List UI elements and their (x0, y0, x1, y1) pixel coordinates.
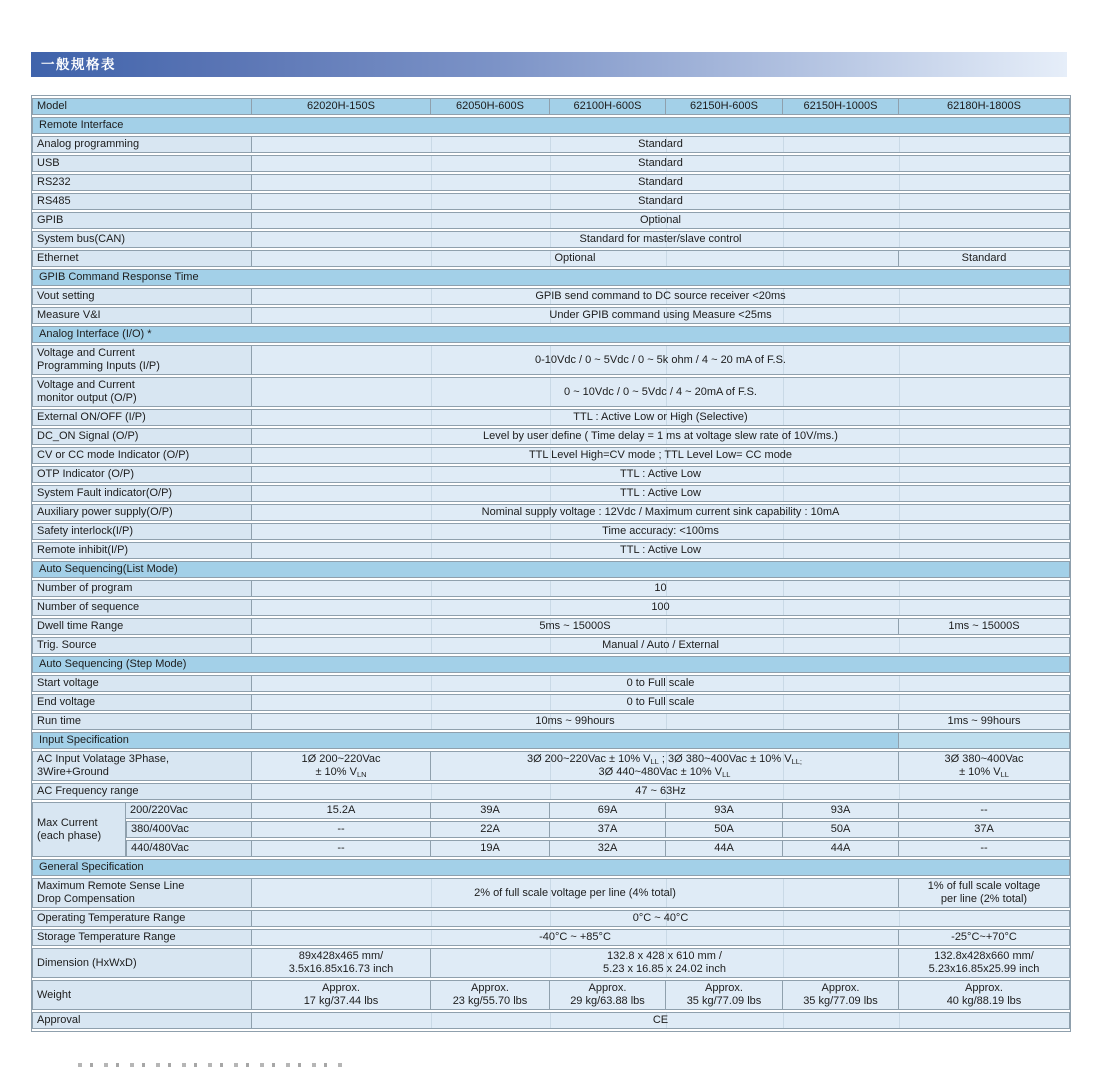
section-header-cell: General Specification (32, 859, 1070, 876)
section-row (32, 326, 1070, 343)
spec-value-cell: 39A (431, 802, 550, 819)
table-row (32, 713, 1070, 730)
spec-label-cell: Auxiliary power supply(O/P) (32, 504, 252, 521)
spec-value-cell: 50A (783, 821, 899, 838)
spec-value-cell: -- (252, 840, 431, 857)
spec-value-cell: Optional (252, 212, 1070, 229)
spec-label-cell: Measure V&I (32, 307, 252, 324)
spec-label-cell: AC Frequency range (32, 783, 252, 800)
spec-value-cell: -40°C ~ +85°C (252, 929, 899, 946)
spec-value-cell: 0 to Full scale (252, 675, 1070, 692)
section-row (32, 859, 1070, 876)
spec-value-cell: 69A (550, 802, 666, 819)
spec-value-cell: 3Ø 380~400Vac ± 10% $V_{LL}$ (899, 751, 1070, 781)
spec-label-cell: Number of sequence (32, 599, 252, 616)
spec-value-cell: 0 ~ 10Vdc / 0 ~ 5Vdc / 4 ~ 20mA of F.S. (252, 377, 1070, 407)
spec-label-cell: OTP Indicator (O/P) (32, 466, 252, 483)
spec-value-cell: 1% of full scale voltage per line (2% total) (899, 878, 1070, 908)
spec-value-cell: 1ms ~ 99hours (899, 713, 1070, 730)
table-row (32, 485, 1070, 502)
spec-label-cell: Dwell time Range (32, 618, 252, 635)
section-header-cell: Auto Sequencing (Step Mode) (32, 656, 1070, 673)
table-row (32, 212, 1070, 229)
spec-value-cell: 89x428x465 mm/ 3.5x16.85x16.73 inch (252, 948, 431, 978)
spec-value-cell: Approx. 17 kg/37.44 lbs (252, 980, 431, 1010)
spec-value-cell: Approx. 29 kg/63.88 lbs (550, 980, 666, 1010)
spec-value-cell: Manual / Auto / External (252, 637, 1070, 654)
spec-label-cell: Remote inhibit(I/P) (32, 542, 252, 559)
section-row (32, 117, 1070, 134)
table-row (32, 250, 1070, 267)
table-row (32, 878, 1070, 908)
spec-value-cell: Level by user define ( Time delay = 1 ms at voltage slew rate of 10V/ms.) (252, 428, 1070, 445)
table-row (32, 694, 1070, 711)
spec-value-cell: 2% of full scale voltage per line (4% total) (252, 878, 899, 908)
spec-value-cell: Nominal supply voltage : 12Vdc / Maximum current sink capability : 10mA (252, 504, 1070, 521)
spec-table-body (32, 98, 1070, 1029)
spec-value-cell: 132.8 x 428 x 610 mm / 5.23 x 16.85 x 24.02 inch (431, 948, 899, 978)
section-row (32, 732, 1070, 749)
spec-label-cell: Safety interlock(I/P) (32, 523, 252, 540)
spec-value-cell: 3Ø 200~220Vac ± 10% $V_{LL}$ ; 3Ø 380~400Vac ± 10% $V_{LL;}$ 3Ø 440~480Vac ± 10% $V_{LL}$ (431, 751, 899, 781)
spec-value-cell: Standard (252, 136, 1070, 153)
spec-sublabel-cell: 440/480Vac (126, 840, 252, 857)
spec-label-cell: Operating Temperature Range (32, 910, 252, 927)
table-row (32, 929, 1070, 946)
spec-label-cell: GPIB (32, 212, 252, 229)
spec-value-cell: -25°C~+70°C (899, 929, 1070, 946)
spec-label-cell: Weight (32, 980, 252, 1010)
section-row (32, 269, 1070, 286)
spec-value-cell: 50A (666, 821, 783, 838)
table-row (32, 802, 1070, 819)
spec-label-cell: Approval (32, 1012, 252, 1029)
section-header-cell: Analog Interface (I/O) * (32, 326, 1070, 343)
spec-value-cell: Optional (252, 250, 899, 267)
page-title (31, 52, 1067, 77)
spec-label-cell: Vout setting (32, 288, 252, 305)
model-header-label-cell: Model (32, 98, 252, 115)
spec-value-cell: 10ms ~ 99hours (252, 713, 899, 730)
spec-label-cell: Storage Temperature Range (32, 929, 252, 946)
spec-value-cell: 44A (666, 840, 783, 857)
spec-value-cell: 93A (666, 802, 783, 819)
spec-value-cell: 132.8x428x660 mm/ 5.23x16.85x25.99 inch (899, 948, 1070, 978)
spec-sublabel-cell: 380/400Vac (126, 821, 252, 838)
spec-value-cell: 1Ø 200~220Vac ± 10% $V_{LN}$ (252, 751, 431, 781)
table-row (32, 1012, 1070, 1029)
table-row (32, 155, 1070, 172)
table-row (32, 542, 1070, 559)
spec-label-cell: Run time (32, 713, 252, 730)
page-title-text: 一般规格表 (41, 57, 116, 72)
model-header-cell: 62050H-600S (431, 98, 550, 115)
spec-value-cell: 37A (550, 821, 666, 838)
spec-value-cell: Standard for master/slave control (252, 231, 1070, 248)
spec-value-cell: TTL : Active Low or High (Selective) (252, 409, 1070, 426)
spec-label-cell: Maximum Remote Sense Line Drop Compensation (32, 878, 252, 908)
spec-label-cell: System Fault indicator(O/P) (32, 485, 252, 502)
section-header-cell: Remote Interface (32, 117, 1070, 134)
section-header-cell: Auto Sequencing(List Mode) (32, 561, 1070, 578)
spec-label-cell: Start voltage (32, 675, 252, 692)
spec-sublabel-cell: 200/220Vac (126, 802, 252, 819)
table-row (32, 783, 1070, 800)
section-header-spacer-cell (899, 732, 1070, 749)
table-row (32, 174, 1070, 191)
spec-label-cell: Ethernet (32, 250, 252, 267)
spec-value-cell: Standard (252, 174, 1070, 191)
table-row (32, 948, 1070, 978)
spec-value-cell: 5ms ~ 15000S (252, 618, 899, 635)
spec-value-cell: CE (252, 1012, 1070, 1029)
model-header-cell: 62100H-600S (550, 98, 666, 115)
spec-table (31, 95, 1071, 1032)
spec-label-cell: External ON/OFF (I/P) (32, 409, 252, 426)
table-row (32, 675, 1070, 692)
table-row (32, 136, 1070, 153)
spec-label-cell: Trig. Source (32, 637, 252, 654)
spec-value-cell: Approx. 23 kg/55.70 lbs (431, 980, 550, 1010)
table-row (32, 345, 1070, 375)
spec-label-cell: System bus(CAN) (32, 231, 252, 248)
spec-value-cell: 1ms ~ 15000S (899, 618, 1070, 635)
table-row (32, 231, 1070, 248)
spec-value-cell: 93A (783, 802, 899, 819)
model-header-cell: 62180H-1800S (899, 98, 1070, 115)
spec-value-cell: TTL : Active Low (252, 466, 1070, 483)
spec-label-cell: RS232 (32, 174, 252, 191)
spec-value-cell: -- (899, 802, 1070, 819)
model-header-cell: 62150H-1000S (783, 98, 899, 115)
spec-label-cell: USB (32, 155, 252, 172)
table-row (32, 288, 1070, 305)
spec-value-cell: Under GPIB command using Measure <25ms (252, 307, 1070, 324)
table-row (32, 409, 1070, 426)
spec-value-cell: 47 ~ 63Hz (252, 783, 1070, 800)
spec-value-cell: 0°C ~ 40°C (252, 910, 1070, 927)
section-row (32, 561, 1070, 578)
spec-label-cell: Voltage and Current Programming Inputs (I/P) (32, 345, 252, 375)
table-row (32, 980, 1070, 1010)
spec-label-cell: RS485 (32, 193, 252, 210)
spec-value-cell: 22A (431, 821, 550, 838)
table-row (32, 447, 1070, 464)
spec-value-cell: 19A (431, 840, 550, 857)
spec-value-cell: Approx. 40 kg/88.19 lbs (899, 980, 1070, 1010)
spec-value-cell: 100 (252, 599, 1070, 616)
spec-value-cell: 37A (899, 821, 1070, 838)
clipped-footnote (78, 1063, 343, 1067)
spec-value-cell: Standard (899, 250, 1070, 267)
spec-label-cell: Analog programming (32, 136, 252, 153)
table-row (32, 751, 1070, 781)
spec-value-cell: 0-10Vdc / 0 ~ 5Vdc / 0 ~ 5k ohm / 4 ~ 20 mA of F.S. (252, 345, 1070, 375)
table-row (32, 910, 1070, 927)
spec-label-cell: AC Input Volatage 3Phase, 3Wire+Ground (32, 751, 252, 781)
spec-label-cell: Voltage and Current monitor output (O/P) (32, 377, 252, 407)
table-row (32, 466, 1070, 483)
table-row (32, 580, 1070, 597)
spec-value-cell: 32A (550, 840, 666, 857)
model-header-cell: 62020H-150S (252, 98, 431, 115)
spec-value-cell: -- (899, 840, 1070, 857)
section-header-cell: Input Specification (32, 732, 899, 749)
table-row (32, 599, 1070, 616)
table-row (32, 618, 1070, 635)
spec-label-cell: DC_ON Signal (O/P) (32, 428, 252, 445)
spec-label-cell: Dimension (HxWxD) (32, 948, 252, 978)
spec-value-cell: Time accuracy: <100ms (252, 523, 1070, 540)
section-row (32, 656, 1070, 673)
spec-value-cell: 10 (252, 580, 1070, 597)
spec-value-cell: 0 to Full scale (252, 694, 1070, 711)
spec-value-cell: GPIB send command to DC source receiver <20ms (252, 288, 1070, 305)
table-row (32, 428, 1070, 445)
spec-value-cell: 15.2A (252, 802, 431, 819)
spec-value-cell: Standard (252, 193, 1070, 210)
table-row (32, 637, 1070, 654)
table-row (32, 840, 1070, 857)
section-header-cell: GPIB Command Response Time (32, 269, 1070, 286)
spec-label-cell: CV or CC mode Indicator (O/P) (32, 447, 252, 464)
table-row (32, 504, 1070, 521)
table-row (32, 821, 1070, 838)
spec-value-cell: Standard (252, 155, 1070, 172)
spec-value-cell: Approx. 35 kg/77.09 lbs (666, 980, 783, 1010)
spec-label-cell: End voltage (32, 694, 252, 711)
spec-label-cell: Max Current (each phase) (32, 802, 126, 857)
table-row (32, 98, 1070, 115)
table-row (32, 523, 1070, 540)
spec-value-cell: 44A (783, 840, 899, 857)
model-header-cell: 62150H-600S (666, 98, 783, 115)
table-row (32, 377, 1070, 407)
spec-label-cell: Number of program (32, 580, 252, 597)
table-row (32, 307, 1070, 324)
spec-value-cell: Approx. 35 kg/77.09 lbs (783, 980, 899, 1010)
spec-value-cell: TTL : Active Low (252, 485, 1070, 502)
table-row (32, 193, 1070, 210)
spec-value-cell: TTL Level High=CV mode ; TTL Level Low= CC mode (252, 447, 1070, 464)
spec-value-cell: TTL : Active Low (252, 542, 1070, 559)
spec-value-cell: -- (252, 821, 431, 838)
